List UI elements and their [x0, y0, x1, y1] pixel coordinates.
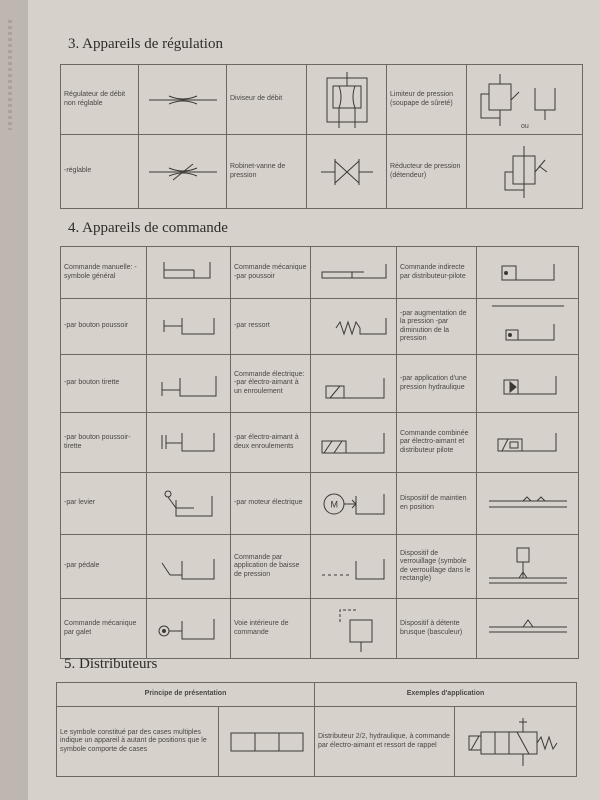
pressure-drop-symbol: [311, 535, 397, 599]
cmd-label-combined: Commande combinée par électro-aimant et distributeur pilote: [397, 413, 477, 473]
push-pull-button-symbol: [147, 413, 231, 473]
indirect-pilot-icon: [488, 256, 568, 290]
electro-single-icon: [316, 364, 392, 404]
pull-button-icon: [154, 364, 224, 404]
distributor-22-symbol: [455, 707, 577, 777]
push-button-icon: [154, 310, 224, 344]
multi-case-icon: [225, 727, 309, 757]
regulation-label-adjustable: -réglable: [61, 135, 139, 209]
cmd-label-pull-button: -par bouton tirette: [61, 355, 147, 413]
locking-symbol: [477, 535, 579, 599]
combined-symbol: [477, 413, 579, 473]
locking-icon: [483, 542, 573, 592]
spine-ruler: [8, 20, 12, 130]
pedal-symbol: [147, 535, 231, 599]
svg-text:M: M: [330, 499, 338, 509]
regulation-table: [60, 64, 583, 209]
cmd-label-hydraulic-pressure: -par application d'une pression hydraulique: [397, 355, 477, 413]
electric-motor-symbol: [311, 473, 397, 535]
cmd-label-mech-pusher: Commande mécanique -par poussoir: [231, 247, 311, 299]
flow-divider-symbol: [307, 65, 387, 135]
adjustable-flow-regulator-symbol: [139, 135, 227, 209]
regulation-label-divider: Diviseur de débit: [227, 65, 307, 135]
pressure-drop-icon: [316, 545, 392, 589]
spring-icon: [316, 310, 392, 344]
manual-general-symbol: [147, 247, 231, 299]
lever-icon: [154, 482, 224, 526]
pressure-change-icon: [488, 302, 568, 352]
cmd-label-electro-single: Commande électrique: -par électro-aimant à un enroulement: [231, 355, 311, 413]
cmd-label-pressure-drop: Commande par application de baisse de pression: [231, 535, 311, 599]
distributeurs-table: [56, 682, 577, 777]
roller-symbol: [147, 599, 231, 659]
book-spine: [0, 0, 28, 800]
hydraulic-pressure-symbol: [477, 355, 579, 413]
lever-symbol: [147, 473, 231, 535]
cmd-label-pedal: -par pédale: [61, 535, 147, 599]
pressure-reducer-icon: [495, 142, 555, 202]
cmd-label-electric-motor: -par moteur électrique: [231, 473, 311, 535]
pressure-reducer-symbol: [467, 135, 583, 209]
regulation-label-gate-valve: Robinet-vanne de pression: [227, 135, 307, 209]
fixed-flow-regulator-symbol: [139, 65, 227, 135]
cmd-label-pressure-change: -par augmentation de la pression -par diminution de la pression: [397, 299, 477, 355]
regulation-label-limiter: Limiteur de pression (soupape de sûreté): [387, 65, 467, 135]
internal-path-icon: [316, 604, 392, 654]
cmd-label-snap-action: Dispositif à détente brusque (basculeur): [397, 599, 477, 659]
snap-action-symbol: [477, 599, 579, 659]
distrib-text-right: Distributeur 2/2, hydraulique, à commande par électro-aimant et ressort de rappel: [315, 707, 455, 777]
cmd-label-push-button: -par bouton poussoir: [61, 299, 147, 355]
regulation-label-fixed-flow: Régulateur de débit non réglable: [61, 65, 139, 135]
electro-single-symbol: [311, 355, 397, 413]
regulation-label-reducer: Réducteur de pression (détendeur): [387, 135, 467, 209]
distrib-header-left: Principe de présentation: [57, 683, 315, 707]
pressure-limiter-icon: [475, 70, 575, 130]
manual-general-icon: [154, 256, 224, 290]
mech-pusher-symbol: [311, 247, 397, 299]
push-button-symbol: [147, 299, 231, 355]
ou-text: ou: [520, 122, 529, 130]
distrib-header-right: Exemples d'application: [315, 683, 577, 707]
snap-action-icon: [483, 614, 573, 644]
cmd-label-push-pull-button: -par bouton poussoir-tirette: [61, 413, 147, 473]
cmd-label-internal-path: Voie intérieure de commande: [231, 599, 311, 659]
pressure-limiter-symbol: [467, 65, 583, 135]
section-title-commande: 4. Appareils de commande: [68, 220, 228, 236]
cmd-label-spring: -par ressort: [231, 299, 311, 355]
cmd-label-lever: -par levier: [61, 473, 147, 535]
distributor-22-icon: [461, 714, 571, 770]
flow-divider-icon: [317, 72, 377, 128]
distrib-text-left: Le symbole constitué par des cases multiples indique un appareil à autant de positions que le symbole comporte de cases: [57, 707, 219, 777]
fixed-flow-regulator-icon: [143, 80, 223, 120]
gate-valve-icon: [317, 147, 377, 197]
cmd-label-electro-double: -par électro-aimant à deux enroulements: [231, 413, 311, 473]
spring-symbol: [311, 299, 397, 355]
hydraulic-pressure-icon: [488, 364, 568, 404]
section-title-regulation: 3. Appareils de régulation: [68, 36, 223, 52]
pull-button-symbol: [147, 355, 231, 413]
hold-position-symbol: [477, 473, 579, 535]
adjustable-flow-regulator-icon: [143, 152, 223, 192]
cmd-label-manual-general: Commande manuelle: -symbole général: [61, 247, 147, 299]
indirect-pilot-symbol: [477, 247, 579, 299]
commande-table: [60, 246, 579, 659]
multi-case-symbol: [219, 707, 315, 777]
page: [28, 0, 600, 800]
cmd-label-locking: Dispositif de verrouillage (symbole de verrouillage dans le rectangle): [397, 535, 477, 599]
mech-pusher-icon: [316, 256, 392, 290]
hold-position-icon: [483, 489, 573, 519]
electro-double-icon: [316, 423, 392, 463]
electric-motor-icon: [316, 482, 392, 526]
push-pull-button-icon: [154, 423, 224, 463]
electro-double-symbol: [311, 413, 397, 473]
cmd-label-roller: Commande mécanique par galet: [61, 599, 147, 659]
pressure-change-symbol: [477, 299, 579, 355]
internal-path-symbol: [311, 599, 397, 659]
cmd-label-hold-position: Dispositif de maintien en position: [397, 473, 477, 535]
roller-icon: [154, 609, 224, 649]
cmd-label-indirect-pilot: Commande indirecte par distributeur-pilote: [397, 247, 477, 299]
gate-valve-symbol: [307, 135, 387, 209]
section-title-distributeurs: 5. Distributeurs: [64, 656, 158, 672]
combined-icon: [488, 423, 568, 463]
pedal-icon: [154, 545, 224, 589]
